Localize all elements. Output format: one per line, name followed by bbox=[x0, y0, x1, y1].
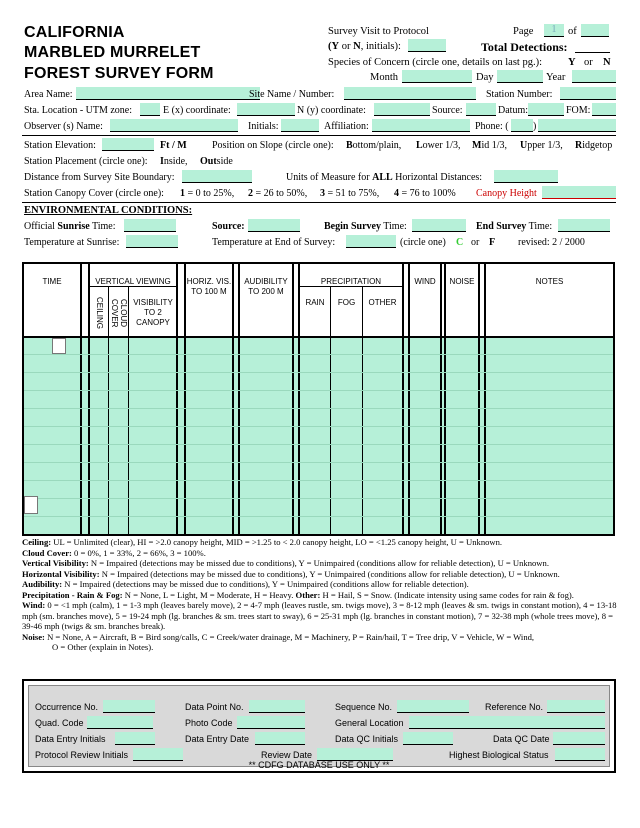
of-label: of bbox=[568, 26, 577, 37]
legend-horiz: N = Impaired (detections may be missed due to conditions), Y = Unimpaired (conditions allow for reliable detection), U = Unknown. bbox=[101, 568, 560, 579]
source-label: Source: bbox=[432, 105, 463, 116]
general-location-label: General Location bbox=[335, 718, 404, 728]
col-fog: FOG bbox=[337, 298, 356, 307]
affiliation-field[interactable] bbox=[372, 119, 470, 132]
n-coord-label: N (y) coordinate: bbox=[297, 105, 366, 116]
occurrence-field[interactable] bbox=[103, 700, 155, 713]
yn-initials-label: (Y or N, initials): bbox=[328, 41, 401, 52]
fom-label: FOM: bbox=[566, 105, 591, 116]
station-number-label: Station Number: bbox=[486, 89, 553, 100]
legend-vert: N = Impaired (detections may be missed due to conditions), Y = Unimpaired (conditions allow for reliable detection), U = Unknown. bbox=[90, 558, 549, 568]
elevation-label: Station Elevation: bbox=[24, 140, 96, 151]
table-header-divider bbox=[24, 336, 613, 338]
phone-area-field[interactable] bbox=[511, 119, 533, 132]
time-cell-blank[interactable] bbox=[52, 338, 66, 354]
sequence-label: Sequence No. bbox=[335, 702, 393, 712]
survey-visit-label: Survey Visit to Protocol bbox=[328, 26, 429, 37]
col-cloud-cover: CLOUD COVER bbox=[110, 298, 128, 328]
slope-label: Position on Slope (circle one): bbox=[212, 140, 334, 151]
col-wind: WIND bbox=[414, 277, 436, 286]
precip-sub-divider bbox=[298, 286, 404, 287]
phone-label: Phone: ( bbox=[475, 121, 509, 132]
legend-cloud-key: Cloud Cover: bbox=[22, 547, 72, 558]
col-noise: NOISE bbox=[449, 277, 475, 286]
legend bbox=[22, 537, 622, 653]
legend-cloud: 0 = 0%, 1 = 33%, 2 = 66%, 3 = 100%. bbox=[74, 547, 206, 558]
canopy-2[interactable]: 2 = 26 to 50%, bbox=[248, 188, 308, 199]
utm-zone-label: Sta. Location - UTM zone: bbox=[24, 105, 133, 116]
divider-mid bbox=[22, 202, 616, 203]
legend-other: H = Hail, S = Snow. (Indicate intensity using same codes for rain & fog). bbox=[322, 589, 574, 600]
page-label: Page bbox=[513, 26, 534, 37]
end-survey-field[interactable] bbox=[558, 219, 610, 232]
species-n[interactable]: N bbox=[603, 57, 611, 68]
divider-top bbox=[22, 135, 616, 136]
col-visibility: VISIBILITY TO 2 CANOPY bbox=[133, 298, 173, 327]
legend-aud-key: Audibility: bbox=[22, 579, 63, 589]
site-name-label: Site Name / Number: bbox=[249, 89, 335, 100]
review-date-label: Review Date bbox=[261, 750, 313, 760]
initials-field[interactable] bbox=[281, 119, 319, 132]
legend-aud: N = Impaired (detections may be missed due to conditions), Y = Unimpaired (conditions allow for reliable detection). bbox=[64, 579, 469, 589]
sunrise-field[interactable] bbox=[124, 219, 176, 232]
day-field[interactable] bbox=[497, 70, 543, 83]
begin-survey-field[interactable] bbox=[412, 219, 466, 232]
general-location-field[interactable] bbox=[409, 716, 605, 729]
temp-sunrise-label: Temperature at Sunrise: bbox=[24, 237, 120, 248]
total-detections-label: Total Detections: bbox=[481, 40, 568, 54]
col-time: TIME bbox=[42, 277, 62, 286]
species-y[interactable]: Y bbox=[568, 57, 576, 68]
source-field[interactable] bbox=[466, 103, 496, 116]
data-entry-initials-field[interactable] bbox=[115, 732, 155, 745]
species-or: or bbox=[584, 57, 593, 68]
cdfg-footer: ** CDFG DATABASE USE ONLY ** bbox=[248, 760, 390, 770]
page-number-field[interactable]: 1 bbox=[544, 24, 564, 37]
month-field[interactable] bbox=[402, 70, 472, 83]
reference-label: Reference No. bbox=[485, 702, 544, 712]
legend-horiz-key: Horizontal Visibility: bbox=[22, 568, 100, 579]
observation-table bbox=[22, 262, 615, 536]
slope-ridgetop[interactable]: Ridgetop bbox=[575, 140, 613, 151]
highest-bio-label: Highest Biological Status bbox=[449, 750, 549, 760]
data-entry-date-field[interactable] bbox=[255, 732, 305, 745]
day-label: Day bbox=[476, 72, 494, 83]
temp-sunrise-field[interactable] bbox=[126, 235, 178, 248]
observer-label: Observer (s) Name: bbox=[24, 121, 103, 132]
legend-noise-key: Noise: bbox=[22, 631, 45, 642]
col-audibility: AUDIBILITY TO 200 M bbox=[244, 277, 288, 296]
vv-sub-divider bbox=[90, 286, 176, 287]
n-coord-field[interactable] bbox=[374, 103, 430, 116]
time-cell-blank-2[interactable] bbox=[24, 496, 38, 514]
data-entry-initials-label: Data Entry Initials bbox=[35, 734, 106, 744]
ft-m-units[interactable]: Ft / M bbox=[160, 140, 187, 151]
col-other: OTHER bbox=[368, 298, 397, 307]
cdfg-database-box bbox=[22, 679, 616, 773]
distance-label: Distance from Survey Site Boundary: bbox=[24, 172, 175, 183]
legend-vert-key: Vertical Visibility: bbox=[22, 558, 89, 568]
total-detections-line[interactable] bbox=[575, 52, 610, 53]
datum-field[interactable] bbox=[528, 103, 564, 116]
slope-lower[interactable]: Lower 1/3, bbox=[416, 140, 461, 151]
affiliation-label: Affiliation: bbox=[324, 121, 369, 132]
phone-number-field[interactable] bbox=[538, 119, 616, 132]
e-coord-label: E (x) coordinate: bbox=[163, 105, 231, 116]
initials-label: Initials: bbox=[248, 121, 279, 132]
datum-label: Datum: bbox=[498, 105, 528, 116]
quad-code-field[interactable] bbox=[87, 716, 153, 729]
yn-initials-field[interactable] bbox=[408, 39, 446, 52]
fom-field[interactable] bbox=[592, 103, 616, 116]
env-source-label: Source: bbox=[212, 221, 245, 232]
canopy-4[interactable]: 4 = 76 to 100% bbox=[394, 188, 456, 199]
photo-code-label: Photo Code bbox=[185, 718, 233, 728]
placement-label: Station Placement (circle one): bbox=[24, 156, 148, 167]
temp-end-label: Temperature at End of Survey: bbox=[212, 237, 336, 248]
revised-date: revised: 2 / 2000 bbox=[518, 237, 585, 248]
data-entry-date-label: Data Entry Date bbox=[185, 734, 250, 744]
legend-other-key: Other: bbox=[295, 589, 321, 600]
legend-wind: 0 = <1 mph (calm), 1 = 1-3 mph (leaves barely move), 2 = 4-7 mph (leaves rustle, sm. twigs move), 3 = 8-12 mph (leaves & sm. twigs in constant motion), 4 = 13-18 mph (sm. branches move), 5 = 19-24 mph (lg. branches & sm. trees start to sway), 6 = 25-31 mph (lg. branches in constant motion), 7 = 32-38 mph (whole trees move), 8 = 39-46 mph (twigs & sm. branches break). bbox=[22, 600, 617, 631]
env-heading: ENVIRONMENTAL CONDITIONS: bbox=[24, 205, 193, 216]
col-precipitation: PRECIPITATION bbox=[320, 277, 382, 286]
form-title-line1: CALIFORNIA bbox=[24, 24, 125, 41]
year-label: Year bbox=[546, 72, 566, 83]
phone-close: ) bbox=[533, 121, 537, 132]
begin-survey-label: Begin Survey Time: bbox=[324, 221, 407, 232]
sequence-field[interactable] bbox=[397, 700, 469, 713]
env-source-field[interactable] bbox=[248, 219, 300, 232]
canopy-3[interactable]: 3 = 51 to 75%, bbox=[320, 188, 380, 199]
form-title-line3: FOREST SURVEY FORM bbox=[24, 65, 214, 82]
e-coord-field[interactable] bbox=[237, 103, 295, 116]
canopy-height-label: Canopy Height bbox=[476, 188, 537, 199]
data-point-label: Data Point No. bbox=[185, 702, 244, 712]
legend-noise: N = None, A = Aircraft, B = Bird song/calls, C = Creek/water drainage, M = Machinery, P = Rain/hail, T = Tree drip, V = Vehicle, W = Wind, bbox=[47, 631, 535, 642]
photo-code-field[interactable] bbox=[237, 716, 305, 729]
canopy-height-field[interactable] bbox=[542, 186, 616, 199]
table-data-area[interactable] bbox=[24, 336, 613, 534]
form-title-line2: MARBLED MURRELET bbox=[24, 44, 201, 61]
elevation-field[interactable] bbox=[102, 138, 154, 151]
species-concern-label: Species of Concern (circle one, details on last pg.): bbox=[328, 57, 543, 68]
end-survey-label: End Survey Time: bbox=[476, 221, 553, 232]
canopy-1[interactable]: 1 = 0 to 25%, bbox=[180, 188, 235, 199]
legend-ceiling: UL = Unlimited (clear), HI = >2.0 canopy height, MID = >1.25 to < 2.0 canopy height, LO = <1.25 canopy height, U = Unknown. bbox=[53, 537, 503, 547]
temp-unit-or: or bbox=[471, 237, 480, 248]
distance-field[interactable] bbox=[182, 170, 252, 183]
col-ceiling: CEILING bbox=[95, 296, 104, 329]
placement-inside[interactable]: Inside, bbox=[160, 156, 188, 167]
area-name-label: Area Name: bbox=[24, 89, 73, 100]
placement-outside[interactable]: Outside bbox=[200, 156, 233, 167]
observer-field[interactable] bbox=[110, 119, 238, 132]
temp-unit-f[interactable]: F bbox=[489, 237, 496, 248]
legend-ceiling-key: Ceiling: bbox=[22, 537, 52, 547]
col-notes: NOTES bbox=[535, 277, 564, 286]
utm-zone-field[interactable] bbox=[140, 103, 160, 116]
site-name-field[interactable] bbox=[344, 87, 476, 100]
sunrise-label: Official Sunrise Time: bbox=[24, 221, 116, 232]
month-label: Month bbox=[370, 72, 399, 83]
year-field[interactable] bbox=[572, 70, 616, 83]
data-qc-initials-field[interactable] bbox=[403, 732, 453, 745]
canopy-label: Station Canopy Cover (circle one): bbox=[24, 188, 164, 199]
occurrence-label: Occurrence No. bbox=[35, 702, 99, 712]
col-horiz: HORIZ. VIS. TO 100 M bbox=[186, 277, 232, 296]
quad-code-label: Quad. Code bbox=[35, 718, 84, 728]
temp-end-field[interactable] bbox=[346, 235, 396, 248]
data-point-field[interactable] bbox=[249, 700, 305, 713]
data-qc-date-label: Data QC Date bbox=[493, 734, 550, 744]
slope-mid[interactable]: Mid 1/3, bbox=[472, 140, 508, 151]
units-field[interactable] bbox=[494, 170, 558, 183]
legend-precip: N = None, L = Light, M = Moderate, H = Heavy. bbox=[124, 589, 294, 600]
page-total-field[interactable] bbox=[581, 24, 609, 37]
protocol-review-label: Protocol Review Initials bbox=[35, 750, 129, 760]
slope-upper[interactable]: Upper 1/3, bbox=[520, 140, 563, 151]
slope-bottom[interactable]: Bottom/plain, bbox=[346, 140, 402, 151]
units-all-label: Units of Measure for ALL Horizontal Distances: bbox=[286, 172, 483, 183]
legend-precip-key: Precipitation - Rain & Fog: bbox=[22, 589, 123, 600]
legend-wind-key: Wind: bbox=[22, 600, 46, 610]
col-rain: RAIN bbox=[305, 298, 325, 307]
station-number-field[interactable] bbox=[560, 87, 616, 100]
col-vertical-viewing: VERTICAL VIEWING bbox=[95, 277, 171, 286]
data-qc-date-field[interactable] bbox=[553, 732, 605, 745]
area-name-field[interactable] bbox=[76, 87, 260, 100]
legend-noise-other: O = Other (explain in Notes). bbox=[52, 642, 154, 652]
data-qc-initials-label: Data QC Initials bbox=[335, 734, 399, 744]
temp-unit-c[interactable]: C bbox=[456, 237, 464, 248]
reference-field[interactable] bbox=[547, 700, 605, 713]
circle-one-label: (circle one) bbox=[400, 237, 446, 248]
